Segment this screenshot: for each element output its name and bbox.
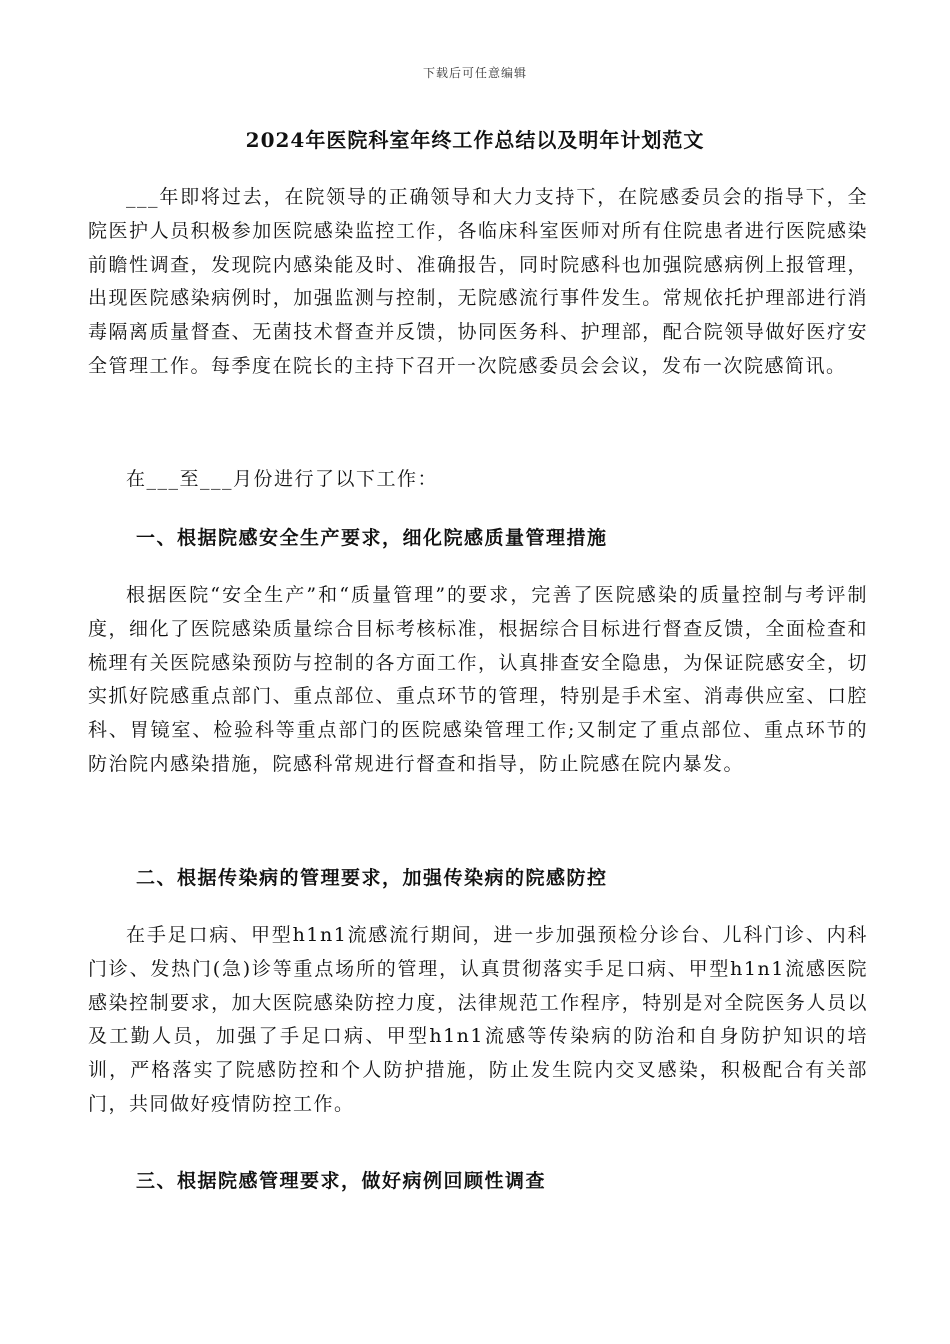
section-2-body: 在手足口病、甲型h1n1流感流行期间，进一步加强预检分诊台、儿科门诊、内科门诊、发热门(急)诊等重点场所的管理，认真贯彻落实手足口病、甲型h1n1流感医院感染控制要求，加大医院感染防控力度，法律规范工作程序，特别是对全院医务人员以及工勤人员，加强了手足口病、甲型h1n1流感等传染病的防治和自身防护知识的培训，严格落实了院感防控和个人防护措施，防止发生院内交叉感染，积极配合有关部门，共同做好疫情防控工作。	[88, 924, 868, 1115]
section-1-heading: 一、根据院感安全生产要求，细化院感质量管理措施	[136, 527, 608, 549]
period-line: 在___至___月份进行了以下工作：	[126, 468, 439, 490]
document-title: 2024年医院科室年终工作总结以及明年计划范文	[245, 128, 705, 152]
section-3-heading: 三、根据院感管理要求，做好病例回顾性调查	[136, 1170, 547, 1192]
section-1-body: 根据医院“安全生产”和“质量管理”的要求，完善了医院感染的质量控制与考评制度，细化了医院感染质量综合目标考核标准，根据综合目标进行督查反馈，全面检查和梳理有关医院感染预防与控制的各方面工作，认真排查安全隐患，为保证院感安全，切实抓好院感重点部门、重点部位、重点环节的管理，特别是手术室、消毒供应室、口腔科、胃镜室、检验科等重点部门的医院感染管理工作;又制定了重点部位、重点环节的防治院内感染措施，院感科常规进行督查和指导，防止院感在院内暴发。	[88, 584, 868, 775]
intro-paragraph: ___年即将过去，在院领导的正确领导和大力支持下，在院感委员会的指导下，全院医护人员积极参加医院感染监控工作，各临床科室医师对所有住院患者进行医院感染前瞻性调查，发现院内感染能及时、准确报告，同时院感科也加强院感病例上报管理，出现医院感染病例时，加强监测与控制，无院感流行事件发生。常规依托护理部进行消毒隔离质量督查、无菌技术督查并反馈，协同医务科、护理部，配合院领导做好医疗安全管理工作。每季度在院长的主持下召开一次院感委员会会议，发布一次院感简讯。	[88, 186, 868, 377]
download-note: 下载后可任意编辑	[422, 66, 527, 80]
section-2-heading: 二、根据传染病的管理要求，加强传染病的院感防控	[136, 867, 608, 889]
